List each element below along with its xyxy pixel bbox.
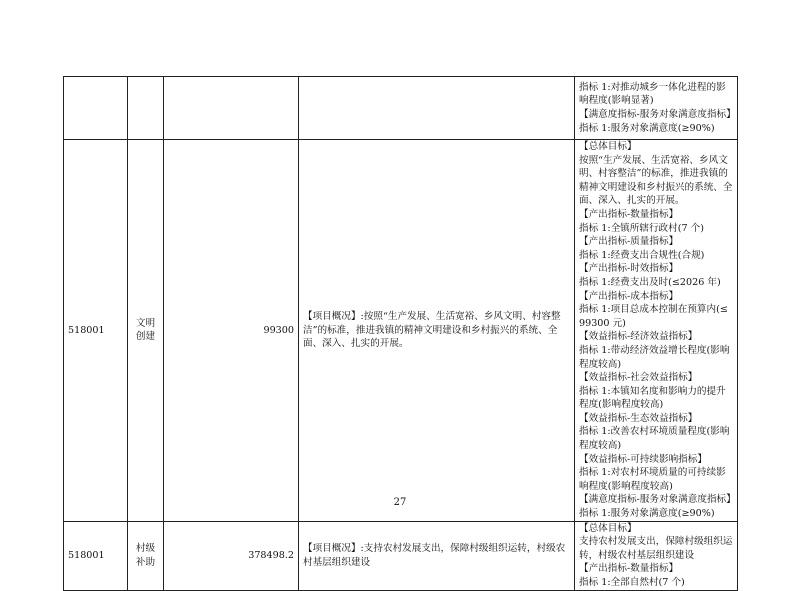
indicator-line: 【产出指标-时效指标】	[579, 263, 679, 275]
indicator-line: 指标 1:对农村环境质量的可持续影响程度(影响程度较高)	[579, 467, 726, 492]
indicator-line: 指标 1:本镇知名度和影响力的提升程度(影响程度较高)	[579, 385, 726, 411]
project-table	[63, 76, 738, 591]
project-summary-cell: 【项目概况】:支持农村发展支出，保障村级组织运转，村级农村基层组织建设	[299, 521, 575, 590]
amount-cell: 378498.2	[164, 521, 299, 590]
indicator-line: 【总体目标】	[579, 141, 637, 152]
project-category-cell	[128, 77, 164, 140]
indicator-line: 指标 1:带动经济效益增长程度(影响程度较高)	[579, 344, 730, 370]
indicator-line: 指标 1:对推动城乡一体化进程的影响程度(影响显著)	[579, 81, 726, 107]
indicator-line: 【效益指标-可持续影响指标】	[579, 453, 707, 465]
unit-code-cell: 518001	[64, 140, 128, 522]
indicator-line: 【满意度指标-服务对象满意度指标】	[579, 109, 736, 120]
project-category-cell: 村级补助	[128, 521, 164, 590]
table-row	[64, 140, 738, 522]
table-row	[64, 521, 738, 590]
indicator-line: 【满意度指标-服务对象满意度指标】	[579, 494, 736, 506]
indicator-line: 【效益指标-经济效益指标】	[579, 331, 698, 343]
amount-cell: 99300	[164, 140, 299, 522]
amount-cell	[164, 77, 299, 140]
indicator-line: 指标 1:全部自然村(7 个)	[579, 577, 685, 588]
project-summary-cell	[299, 77, 575, 140]
indicator-line: 指标 1:项目总成本控制在预算内(≤99300 元)	[579, 304, 728, 329]
indicator-line: 【产出指标-质量指标】	[579, 236, 679, 248]
indicator-line: 指标 1:服务对象满意度(≥90%)	[579, 122, 715, 134]
table-row	[64, 77, 738, 140]
indicator-line: 【效益指标-生态效益指标】	[579, 412, 698, 424]
page-number: 27	[393, 497, 407, 508]
indicator-line: 【产出指标-数量指标】	[579, 208, 679, 220]
project-summary-cell: 【项目概况】:按照“生产发展、生活宽裕、乡风文明、村容整洁”的标准，推进我镇的精神文明建设和乡村振兴的系统、全面、深入、扎实的开展。	[299, 140, 575, 522]
indicator-line: 指标 1:服务对象满意度(≥90%)	[579, 508, 715, 520]
performance-indicators-cell	[575, 140, 738, 522]
indicator-line: 指标 1:经费支出合规性(合规)	[579, 249, 705, 261]
project-table-body	[64, 77, 738, 591]
indicator-line: 【总体目标】	[579, 522, 637, 534]
indicator-line: 指标 1:改善农村环境质量程度(影响程度较高)	[579, 426, 730, 452]
indicator-line: 指标 1:经费支出及时(≤2026 年)	[579, 276, 721, 288]
indicator-line: 【效益指标-社会效益指标】	[579, 372, 698, 384]
performance-indicators-cell	[575, 77, 738, 140]
performance-indicators-cell	[575, 521, 738, 590]
indicator-line: 支持农村发展支出，保障村级组织运转，村级农村基层组织建设	[579, 536, 733, 561]
unit-code-cell	[64, 77, 128, 140]
indicator-line: 指标 1:全镇所辖行政村(7 个)	[579, 222, 704, 234]
project-category-cell: 文明创建	[128, 140, 164, 522]
indicator-line: 【产出指标-数量指标】	[579, 563, 679, 575]
indicator-line: 按照“生产发展、生活宽裕、乡风文明、村容整洁”的标准，推进我镇的精神文明建设和乡村振兴的系统、全面、深入、扎实的开展。	[579, 154, 733, 207]
indicator-line: 【产出指标-成本指标】	[579, 290, 679, 302]
unit-code-cell: 518001	[64, 521, 128, 590]
